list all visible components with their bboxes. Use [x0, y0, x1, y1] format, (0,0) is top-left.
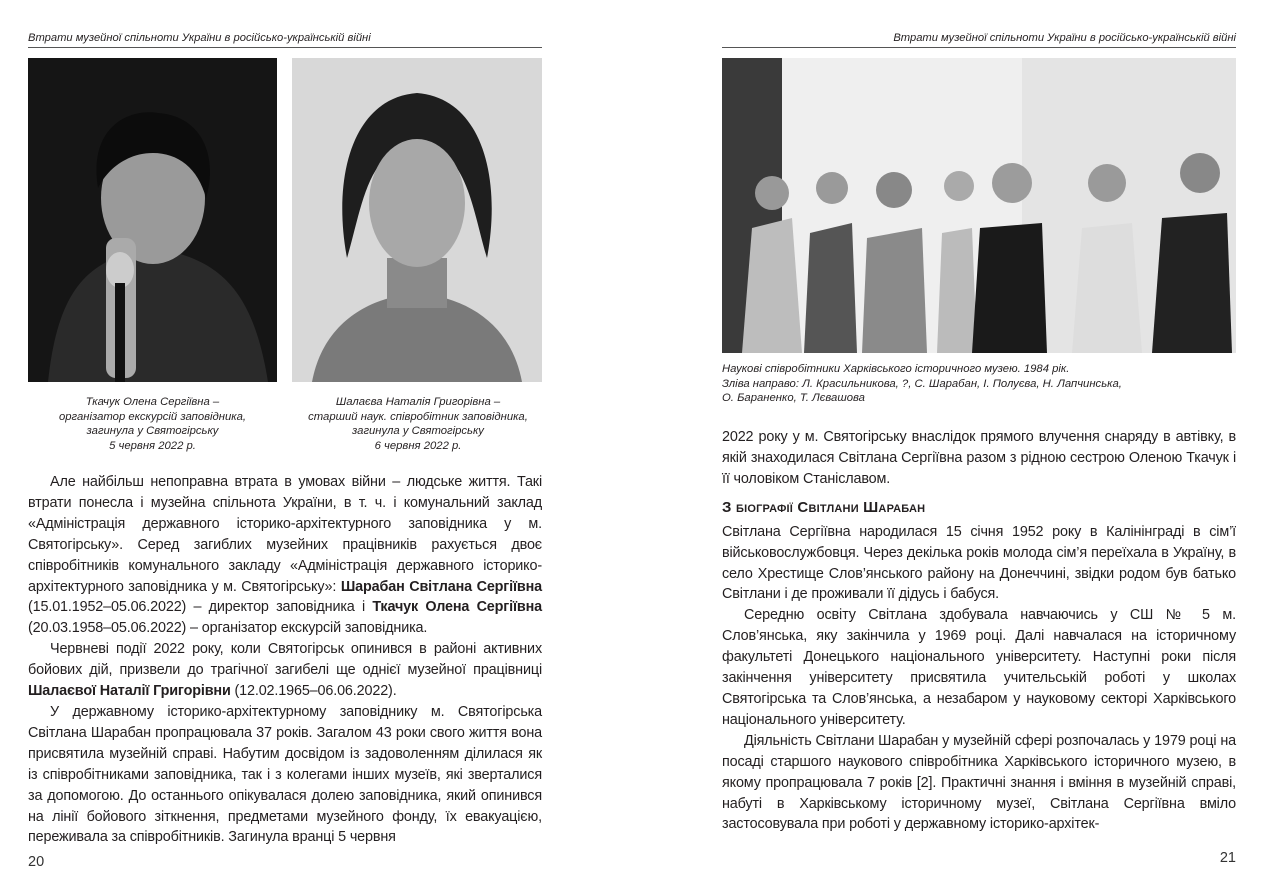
group-photo-image — [722, 58, 1236, 353]
text-run: (12.02.1965–06.06.2022). — [230, 683, 397, 700]
text-run: (15.01.1952–05.06.2022) – директор заповідника і — [28, 599, 373, 616]
caption-line: організатор екскурсій заповідника, — [58, 410, 247, 423]
paragraph — [28, 702, 542, 848]
intro-paragraph: 2022 року у м. Святогірську внаслідок прямого влучення снаряду в автівку, в якій знаходилася Світлана Сергіївна разом з рідною сестрою Оленою Ткачук і її чоловіком Станіславом. — [722, 429, 1236, 487]
left-page — [0, 0, 570, 881]
group-photo — [722, 58, 1236, 353]
caption-line: Шалаєва Наталія Григорівна – — [335, 396, 501, 408]
caption-line: загинула у Святогірську — [86, 425, 219, 437]
right-page — [698, 0, 1268, 881]
running-head: Втрати музейної спільноти України в російсько-українській війні — [722, 32, 1236, 48]
running-head: Втрати музейної спільноти України в російсько-українській війні — [28, 32, 542, 48]
photo-caption-tkachuk — [28, 395, 277, 453]
bold-name: Ткачук Олена Сергіївна — [372, 599, 542, 616]
right-text-flow — [722, 427, 1236, 867]
right-body-text — [722, 427, 1236, 835]
page-number: 21 — [1219, 850, 1236, 866]
portrait-image — [28, 58, 277, 382]
photo-tkachuk — [28, 58, 277, 382]
photo-shalaieva — [292, 58, 542, 382]
bold-name: Шалаєвої Наталії Григорівни — [28, 683, 231, 700]
caption-line: Наукові співробітники Харківського історичного музею. 1984 рік. — [722, 363, 1070, 375]
group-photo-caption — [722, 362, 1236, 406]
bold-name: Шарабан Світлана Сергіївна — [340, 578, 542, 595]
photo-caption-shalaieva — [282, 395, 554, 453]
portrait-image — [292, 58, 542, 382]
page-number: 20 — [28, 854, 45, 871]
text-run: Але найбільш непоправна втрата в умовах війни – людське життя. Такі втрати понесла і музейна спільнота України, в т. ч. і комунальний заклад «Адміністрація державного історико-архітектурного заповідника у м. Святогірську». Серед загиблих музейних працівників рахується двоє співробітників комунального закладу «Адміністрація державного історико-архітектурного заповідника у м. Святогірську»: — [28, 474, 542, 595]
caption-line: Ткачук Олена Сергіївна – — [85, 396, 220, 408]
caption-line: загинула у Святогірську — [352, 425, 484, 437]
left-body-text — [28, 472, 542, 848]
left-text-flow — [28, 472, 542, 871]
text-run: Червневі події 2022 року, коли Святогірськ опинився в районі активних бойових дій, призвели до трагічної загибелі ще однієї музейної працівниці — [28, 641, 542, 679]
paragraph: Світлана Сергіївна народилася 15 січня 1952 року в Калінінграді в сім’ї військовослужбовця. Через декілька років молода сім’я переїхала в Україну, в село Хрестище Слов’янського району на Донеччині, звідки родом був батько Світлани і де проживали її дідусь і бабуся. — [722, 523, 1236, 603]
caption-line: 5 червня 2022 р. — [109, 439, 196, 452]
section-heading: З біографії Світлани Шарабан — [722, 498, 926, 516]
paragraph: Середню освіту Світлана здобувала навчаючись у СШ № 5 м. Слов’янська, яку закінчила у 1969 році. Далі навчалася на історичному факультеті Донецького національного університету. Наступні роки після закінчення університету присвятила учительській роботі у школах Святогірська та Слов’янська, а незабаром у науковому секторі Харківського національного університету. — [722, 607, 1236, 728]
paragraph — [28, 639, 542, 702]
paragraph — [28, 472, 542, 639]
paragraph: Діяльність Світлани Шарабан у музейній сфері розпочалась у 1979 році на посаді старшого наукового співробітника Харківського історичного музею, в якому пропрацювала 7 років [2]. Практичні знання і вміння в музейній справі, набуті в Харківському історичному музеї, Світлана Сергіївна вміло застосовувала при роботі у державному історико-архітек- — [722, 732, 1236, 833]
text-run: У державному історико-архітектурному заповіднику м. Святогірська Світлана Шарабан пропрацювала 37 років. Загалом 43 роки свого життя вона присвятила музейній справі. Набутим досвідом із задоволенням ділилася як із співробітниками заповідника, так і з колегами інших музеїв, які зверталися за допомогою. До останнього опікувалася долею заповідника, який опинився на лінії бойового зіткнення, предметами музейного фонду, їх евакуацією, переживала за співробітників. Загинула вранці 5 червня — [28, 703, 542, 846]
caption-line: старший наук. співробітник заповідника, — [308, 410, 528, 423]
text-run: (20.03.1958–05.06.2022) – організатор екскурсій заповідника. — [28, 620, 428, 637]
caption-line: Зліва направо: Л. Красильникова, ?, С. Шарабан, І. Полуєва, Н. Лапчинська, — [722, 377, 1122, 390]
caption-line: 6 червня 2022 р. — [374, 439, 462, 452]
caption-line: О. Бараненко, Т. Лєвашова — [722, 392, 865, 404]
